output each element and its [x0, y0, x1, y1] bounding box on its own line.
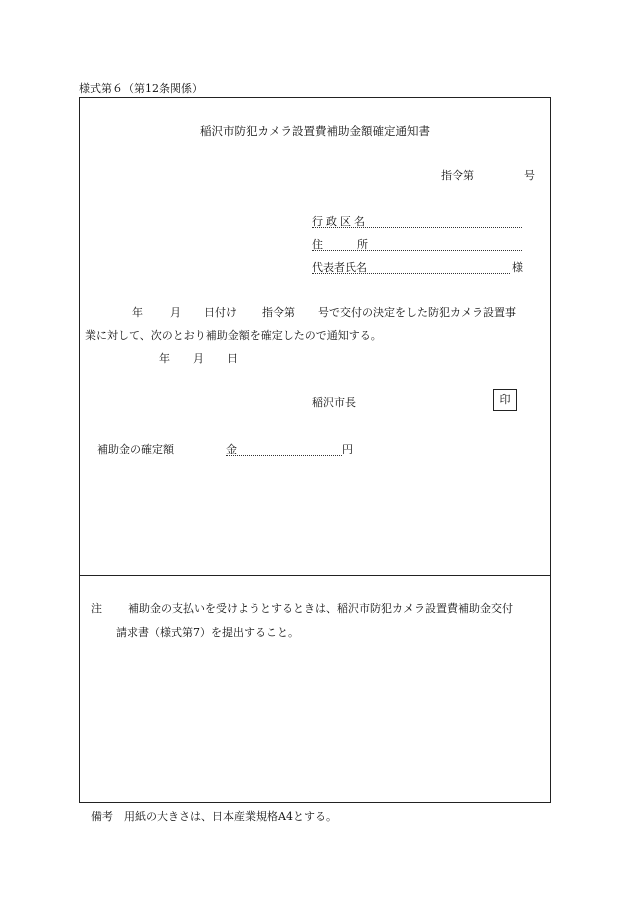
body-line2: 業に対して、次のとおり補助金額を確定したので通知する。 [85, 329, 382, 342]
honorific-sama: 様 [512, 261, 523, 274]
representative-name-field[interactable] [312, 259, 510, 274]
note-line1: 補助金の支払いを受けようとするときは、稲沢市防犯カメラ設置費補助金交付 [128, 602, 513, 615]
body-line1-rest: 号で交付の決定をした防犯カメラ設置事 [318, 306, 516, 319]
district-name-label: 行政区名 [312, 215, 368, 228]
body-year: 年 [132, 306, 143, 319]
amount-suffix: 円 [342, 443, 353, 456]
section-divider [79, 575, 551, 576]
body-designation: 指令第 [262, 306, 295, 319]
body-month: 月 [170, 306, 181, 319]
note-marker: 注 [91, 602, 102, 615]
form-number-label: 様式第６（第12条関係） [79, 82, 203, 95]
address-field[interactable] [312, 236, 522, 251]
amount-prefix: 金 [226, 443, 237, 456]
issuer-name: 稲沢市長 [312, 396, 356, 409]
amount-field[interactable] [226, 441, 342, 456]
remarks-text: 用紙の大きさは、日本産業規格A4とする。 [124, 810, 337, 823]
representative-label: 代表者氏名 [312, 261, 367, 274]
notice-date-day: 日 [227, 352, 238, 365]
document-title: 稲沢市防犯カメラ設置費補助金額確定通知書 [200, 124, 430, 138]
designation-prefix: 指令第 [441, 169, 474, 182]
seal-box: 印 [493, 389, 517, 411]
address-label-1: 住 [312, 238, 323, 251]
amount-label: 補助金の確定額 [97, 443, 174, 456]
designation-suffix: 号 [524, 169, 535, 182]
district-name-field[interactable] [312, 213, 522, 228]
body-day: 日付け [204, 306, 237, 319]
address-label-2: 所 [357, 238, 368, 251]
remarks-label: 備考 [91, 810, 113, 823]
notice-date-month: 月 [193, 352, 204, 365]
note-line2: 請求書（様式第7）を提出すること。 [116, 626, 299, 639]
notice-date-year: 年 [159, 352, 170, 365]
